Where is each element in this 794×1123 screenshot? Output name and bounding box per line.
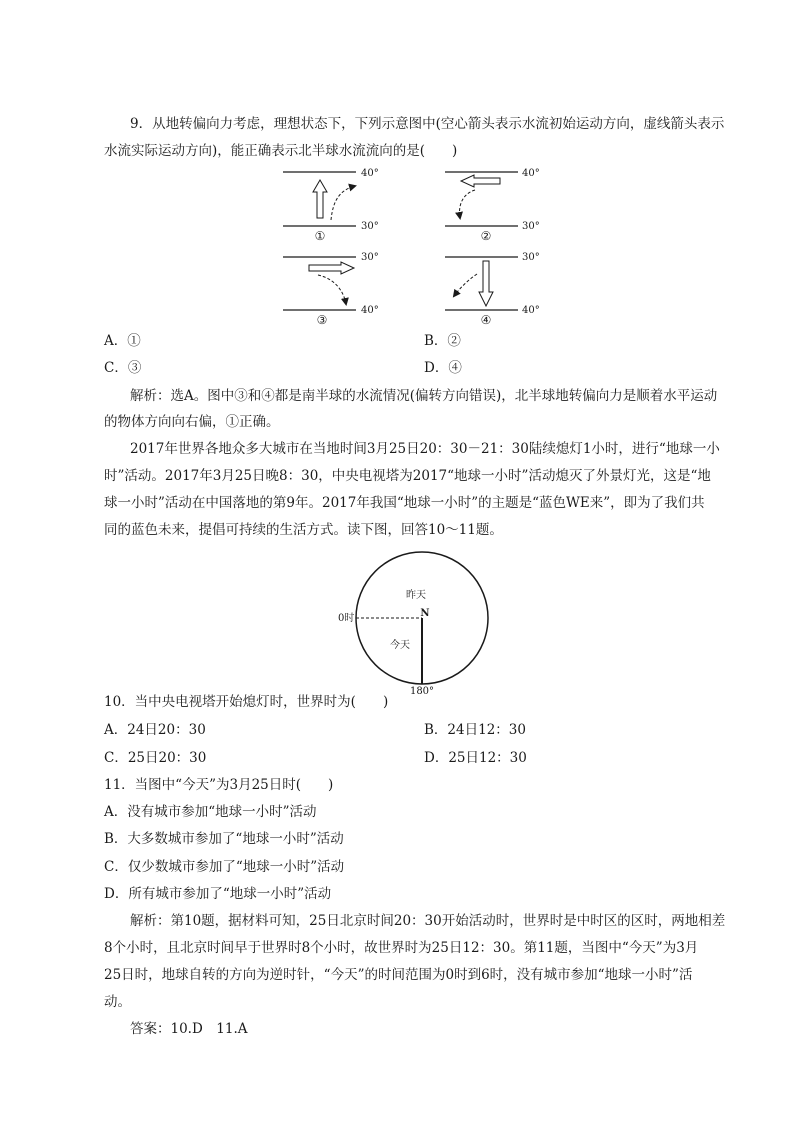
diagram-3-number: ③ <box>316 313 328 327</box>
dashed-arrow-4 <box>454 274 477 296</box>
label-yesterday: 昨天 <box>406 590 426 601</box>
diagram-4-lat-top: 30° <box>522 252 540 263</box>
answer-line: 答案：10.D 11.A <box>130 1021 248 1037</box>
label-180: 180° <box>409 686 435 696</box>
hollow-arrow-4 <box>479 261 493 306</box>
diagram-2-lat-bottom: 30° <box>522 221 540 232</box>
diagram-1-lat-bottom: 30° <box>361 221 379 232</box>
hollow-arrow-3 <box>309 262 354 274</box>
q9-analysis-line1: 解析：选A。图中③和④都是南半球的水流情况(偏转方向错误)，北半球地转偏向力是顺着水平运动 <box>130 388 718 404</box>
q10-option-c: C．25日20：30 <box>104 750 207 766</box>
q10-stem: 10．当中央电视塔开始熄灯时，世界时为( ) <box>104 694 389 710</box>
q11-stem: 11．当图中“今天”为3月25日时( ) <box>104 777 334 793</box>
q9-option-a: A．① <box>104 333 141 349</box>
q9-option-c: C．③ <box>104 360 142 376</box>
analysis2-line1: 解析：第10题，据材料可知，25日北京时间20：30开始活动时，世界时是中时区的区时，两地相差 <box>130 913 726 929</box>
passage-line4: 同的蓝色未来，提倡可持续的生活方式。读下图，回答10～11题。 <box>104 522 503 538</box>
q9-option-b: B．② <box>424 333 461 349</box>
diagram-2 <box>445 168 540 243</box>
hollow-arrow-1 <box>313 180 327 218</box>
analysis2-line2: 8个小时，且北京时间早于世界时8个小时，故世界时为25日12：30。第11题，当图中“今天”为3月 <box>104 940 699 956</box>
passage-line2: 时”活动。2017年3月25日晚8：30，中央电视塔为2017“地球一小时”活动熄灭了外景灯光，这是“地 <box>104 468 711 484</box>
passage-line3: 球一小时”活动在中国落地的第9年。2017年我国“地球一小时”的主题是“蓝色WE来”，即为了我们共 <box>104 495 705 511</box>
diagram-1-lat-top: 40° <box>361 168 379 179</box>
dashed-arrow-1 <box>331 186 355 220</box>
diagram-2-lat-top: 40° <box>522 168 540 179</box>
analysis2-line3: 25日时，地球自转的方向为逆时针，“今天”的时间范围为0时到6时，没有城市参加“地球一小时”活 <box>104 967 693 983</box>
q10-option-d: D．25日12：30 <box>424 750 527 766</box>
diagram-1 <box>283 168 379 243</box>
diagram-4-number: ④ <box>480 313 492 327</box>
label-0h: 0时 <box>338 613 355 624</box>
q11-option-b: B．大多数城市参加了“地球一小时”活动 <box>104 831 344 847</box>
diagram-3-lat-top: 30° <box>361 252 379 263</box>
q9-analysis-line2: 的物体方向向右偏，①正确。 <box>104 414 280 430</box>
q11-option-a: A．没有城市参加“地球一小时”活动 <box>104 804 317 820</box>
q9-option-d: D．④ <box>424 360 462 376</box>
hollow-arrow-2 <box>461 175 500 187</box>
label-today: 今天 <box>390 640 410 651</box>
q10-option-a: A．24日20：30 <box>104 722 206 738</box>
label-north-pole: N <box>420 608 430 619</box>
diagram-4 <box>445 252 540 327</box>
passage-line1: 2017年世界各地众多大城市在当地时间3月25日20：30－21：30陆续熄灯1小时，进行“地球一小 <box>130 441 720 457</box>
q10-option-b: B．24日12：30 <box>424 722 526 738</box>
q11-option-d: D．所有城市参加了“地球一小时”活动 <box>104 886 332 902</box>
analysis2-line4: 动。 <box>104 994 131 1010</box>
polar-time-diagram <box>330 546 530 696</box>
diagram-3 <box>283 252 379 327</box>
q9-stem-line2: 水流实际运动方向)，能正确表示北半球水流流向的是( ) <box>104 143 458 159</box>
dashed-arrow-3 <box>318 275 346 304</box>
q11-option-c: C．仅少数城市参加了“地球一小时”活动 <box>104 859 345 875</box>
diagram-1-number: ① <box>314 229 326 243</box>
dashed-arrow-2 <box>460 190 475 218</box>
q9-diagrams <box>0 160 794 340</box>
diagram-3-lat-bottom: 40° <box>361 305 379 316</box>
diagram-4-lat-bottom: 40° <box>522 305 540 316</box>
diagram-2-number: ② <box>480 229 492 243</box>
q9-stem-line1: 9．从地转偏向力考虑，理想状态下，下列示意图中(空心箭头表示水流初始运动方向，虚线箭头表示 <box>130 116 725 132</box>
